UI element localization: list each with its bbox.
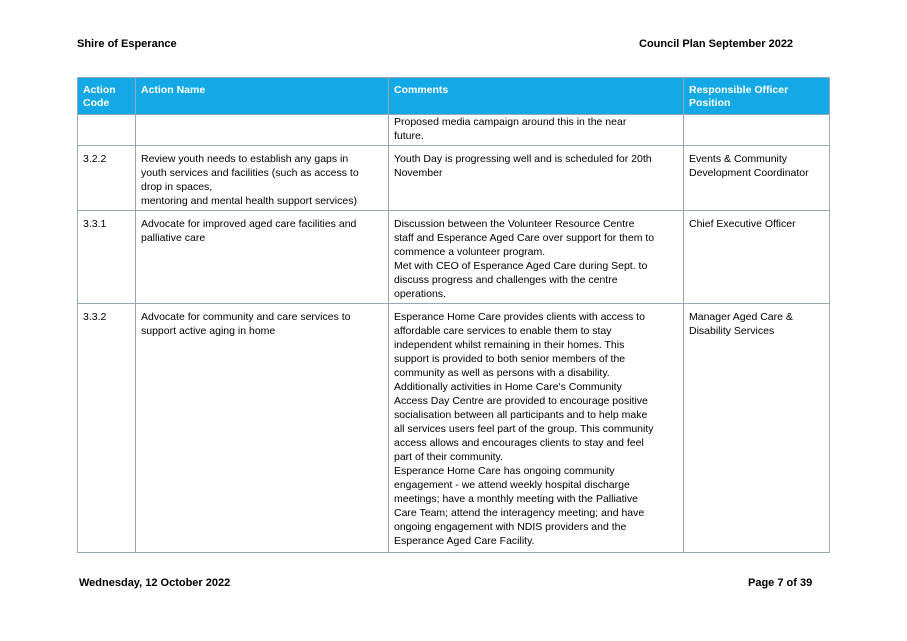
comments-line: socialisation between all participants and to help make bbox=[394, 409, 648, 421]
responsible-officer-line: Development Coordinator bbox=[689, 167, 809, 179]
comments-cell bbox=[389, 115, 684, 146]
column-header-action-code bbox=[78, 78, 136, 115]
comments-line: Care Team; attend the interagency meeting; and have bbox=[394, 507, 645, 519]
action-code-cell bbox=[78, 115, 136, 146]
table-row bbox=[78, 146, 830, 211]
responsible-officer-cell bbox=[684, 146, 830, 211]
responsible-officer-line: Disability Services bbox=[689, 325, 775, 337]
comments-line: Esperance Home Care provides clients with access to bbox=[394, 311, 645, 323]
comments-line: access allows and encourages clients to stay and feel bbox=[394, 437, 644, 449]
action-name-line: Review youth needs to establish any gaps in bbox=[141, 153, 349, 165]
comments-line: Additionally activities in Home Care's Community bbox=[394, 381, 622, 393]
comments-line: November bbox=[394, 167, 443, 179]
action-name-cell bbox=[136, 211, 389, 304]
table-row bbox=[78, 304, 830, 553]
comments-line: future. bbox=[394, 130, 424, 142]
column-header-action-code-line2: Code bbox=[83, 97, 110, 109]
action-name-cell bbox=[136, 115, 389, 146]
comments-cell bbox=[389, 304, 684, 553]
comments-cell bbox=[389, 211, 684, 304]
responsible-officer-cell bbox=[684, 115, 830, 146]
comments-line: Proposed media campaign around this in the near bbox=[394, 116, 627, 128]
organisation-name: Shire of Esperance bbox=[77, 38, 177, 50]
column-header-officer-line1: Responsible Officer bbox=[689, 84, 789, 96]
column-header-action-name: Action Name bbox=[136, 78, 389, 115]
comments-line: ongoing engagement with NDIS providers and the bbox=[394, 521, 627, 533]
column-header-officer-line2: Position bbox=[689, 97, 731, 109]
footer-date: Wednesday, 12 October 2022 bbox=[79, 577, 231, 589]
table-header-row bbox=[78, 78, 830, 115]
comments-line: meetings; have a monthly meeting with the Palliative bbox=[394, 493, 638, 505]
comments-line: community as well as persons with a disability. bbox=[394, 367, 610, 379]
action-name-line: Advocate for improved aged care facilities and bbox=[141, 218, 357, 230]
document-title: Council Plan September 2022 bbox=[639, 38, 794, 50]
comments-line: engagement - we attend weekly hospital discharge bbox=[394, 479, 630, 491]
comments-line: operations. bbox=[394, 288, 446, 300]
action-name-line: Advocate for community and care services to bbox=[141, 311, 351, 323]
comments-line: commence a volunteer program. bbox=[394, 246, 546, 258]
action-code-cell: 3.2.2 bbox=[78, 146, 136, 211]
comments-line: discuss progress and challenges with the centre bbox=[394, 274, 618, 286]
comments-line: staff and Esperance Aged Care over support for them to bbox=[394, 232, 655, 244]
column-header-action-code-line1: Action bbox=[83, 84, 116, 96]
column-header-responsible-officer bbox=[684, 78, 830, 115]
action-table bbox=[77, 77, 830, 553]
comments-line: Esperance Home Care has ongoing community bbox=[394, 465, 615, 477]
action-code-cell: 3.3.2 bbox=[78, 304, 136, 553]
comments-line: Met with CEO of Esperance Aged Care during Sept. to bbox=[394, 260, 648, 272]
comments-line: Access Day Centre are provided to encourage positive bbox=[394, 395, 648, 407]
comments-line: support is provided to both senior members of the bbox=[394, 353, 626, 365]
action-name-line: support active aging in home bbox=[141, 325, 276, 337]
action-name-cell bbox=[136, 304, 389, 553]
comments-cell bbox=[389, 146, 684, 211]
responsible-officer-cell bbox=[684, 211, 830, 304]
responsible-officer-line: Events & Community bbox=[689, 153, 788, 165]
comments-line: independent whilst remaining in their homes. This bbox=[394, 339, 625, 351]
action-name-cell bbox=[136, 146, 389, 211]
action-name-line: mentoring and mental health support services) bbox=[141, 195, 357, 207]
comments-line: Esperance Aged Care Facility. bbox=[394, 535, 535, 547]
comments-line: affordable care services to enable them to stay bbox=[394, 325, 612, 337]
column-header-comments: Comments bbox=[389, 78, 684, 115]
comments-line: Discussion between the Volunteer Resource Centre bbox=[394, 218, 635, 230]
action-name-line: palliative care bbox=[141, 232, 206, 244]
comments-line: part of their community. bbox=[394, 451, 503, 463]
action-name-line: youth services and facilities (such as access to bbox=[141, 167, 359, 179]
table-row bbox=[78, 211, 830, 304]
responsible-officer-cell bbox=[684, 304, 830, 553]
comments-line: Youth Day is progressing well and is scheduled for 20th bbox=[394, 153, 652, 165]
responsible-officer-line: Manager Aged Care & bbox=[689, 311, 793, 323]
comments-line: all services users feel part of the group. This community bbox=[394, 423, 654, 435]
action-name-line: drop in spaces, bbox=[141, 181, 213, 193]
table-row bbox=[78, 115, 830, 146]
responsible-officer-line: Chief Executive Officer bbox=[689, 218, 796, 230]
action-code-cell: 3.3.1 bbox=[78, 211, 136, 304]
page-number: Page 7 of 39 bbox=[748, 577, 813, 589]
